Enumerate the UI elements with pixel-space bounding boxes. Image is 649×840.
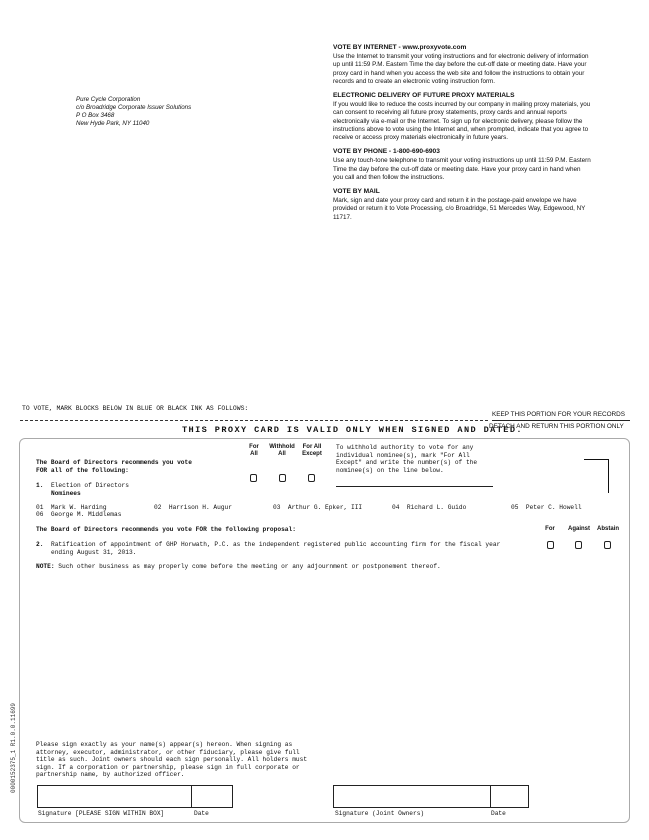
section-body: Use the Internet to transmit your voting instructions and for electronic delivery of information up until 11:59 P.M. Eastern Time the day before the cut-off date or meeting date. Have your proxy card in hand when you access the web site and follow the instructions to obtain your records and to create an electronic voting instruction form. xyxy=(333,53,589,85)
withhold-all-checkbox[interactable] xyxy=(279,474,286,482)
item-1-number: 1. xyxy=(36,482,44,489)
col-label: For xyxy=(249,444,259,450)
joint-date-box[interactable] xyxy=(490,785,529,808)
nominee xyxy=(36,511,121,519)
nominee-name: George M. Middlemas xyxy=(50,511,122,518)
divider xyxy=(492,420,630,421)
nominee-number: 02 xyxy=(154,504,162,511)
instruction-line: partnership name, by authorized officer. xyxy=(36,771,185,779)
section-heading: VOTE BY MAIL xyxy=(333,188,380,196)
col-for-all xyxy=(244,444,264,458)
col-for-all-except xyxy=(299,444,325,458)
item-2-number: 2. xyxy=(36,541,44,548)
nominee xyxy=(273,504,362,512)
nominee-name: Arthur G. Epker, III xyxy=(287,504,363,511)
col-for: For xyxy=(545,526,555,532)
ink-instruction: TO VOTE, MARK BLOCKS BELOW IN BLUE OR BLACK INK AS FOLLOWS: xyxy=(22,405,249,412)
nominee-name: Richard L. Guido xyxy=(406,504,467,511)
section-body: Use any touch-tone telephone to transmit your voting instructions up until 11:59 P.M. Eastern Time the day before the cut-off date or meeting date. Have your proxy card in hand when you call and then follow the instructions. xyxy=(333,157,591,181)
electronic-delivery-section xyxy=(333,92,591,142)
section-heading: ELECTRONIC DELIVERY OF FUTURE PROXY MATERIALS xyxy=(333,92,515,100)
proposal-line: ending August 31, 2013. xyxy=(51,548,137,556)
note xyxy=(36,563,441,571)
nominee xyxy=(392,504,466,512)
valid-notice: THIS PROXY CARD IS VALID ONLY WHEN SIGNED AND DATED. xyxy=(182,425,523,435)
instruction-line: title as such. Joint owners should each sign personally. All holders must xyxy=(36,756,308,764)
section-body: If you would like to reduce the costs incurred by our company in mailing proxy materials, you can consent to receiving all future proxy statements, proxy cards and annual reports electronically via e-mail or the Internet. To sign up for electronic delivery, please follow the instructions above to vote using the Internet and, when prompted, indicate that you agree to receive or access proxy materials electronically in future years. xyxy=(333,101,591,142)
nominee-name: Peter C. Howell xyxy=(525,504,582,511)
vote-by-internet-section xyxy=(333,44,591,86)
detach-portion-label: DETACH AND RETURN THIS PORTION ONLY xyxy=(489,423,624,430)
item-1-title xyxy=(51,482,129,497)
col-withhold-all xyxy=(267,444,297,458)
board-recommendation-line: FOR all of the following: xyxy=(36,466,129,474)
joint-signature-label: Signature (Joint Owners) xyxy=(335,810,425,817)
nominee-number: 03 xyxy=(273,504,281,511)
instruction-line: attorney, executor, administrator, or other fiduciary, please give full xyxy=(36,748,300,756)
nominee-number: 06 xyxy=(36,511,44,518)
proposal-for-checkbox[interactable] xyxy=(547,541,554,549)
nominee-name: Mark W. Harding xyxy=(50,504,107,511)
address-line: New Hyde Park, NY 11040 xyxy=(76,120,150,127)
col-label: Withhold xyxy=(269,444,295,450)
nominee xyxy=(511,504,582,512)
for-all-checkbox[interactable] xyxy=(250,474,257,482)
nominee xyxy=(154,504,232,512)
return-address xyxy=(76,96,191,128)
board-recommendation-line: The Board of Directors recommends you vote xyxy=(36,459,192,466)
proposal-against-checkbox[interactable] xyxy=(575,541,582,549)
corner-mark xyxy=(584,459,609,460)
board-recommendation-1 xyxy=(36,459,192,474)
nominee-write-in-line[interactable] xyxy=(336,486,493,487)
instruction-line: To withhold authority to vote for any xyxy=(336,444,474,451)
col-label: All xyxy=(278,451,286,457)
note-text: Such other business as may properly come before the meeting or any adjournment or postponement thereof. xyxy=(58,563,441,570)
instruction-line: Please sign exactly as your name(s) appear(s) hereon. When signing as xyxy=(36,741,293,748)
instruction-line: sign. If a corporation or partnership, please sign in full corporate or xyxy=(36,763,300,771)
nominee-number: 01 xyxy=(36,504,44,511)
nominee-number: 05 xyxy=(511,504,519,511)
address-line: P O Box 3468 xyxy=(76,112,115,119)
address-line: Pure Cycle Corporation xyxy=(76,96,141,103)
section-heading: VOTE BY PHONE - 1-800-690-6903 xyxy=(333,148,440,156)
col-label: For All xyxy=(302,444,322,450)
signature-instructions xyxy=(36,741,307,779)
nominee-name: Harrison H. Augur xyxy=(168,504,232,511)
date-box[interactable] xyxy=(191,785,233,808)
note-label: NOTE: xyxy=(36,563,55,570)
corner-mark xyxy=(608,459,609,493)
joint-date-label: Date xyxy=(491,810,506,817)
section-heading: VOTE BY INTERNET - www.proxyvote.com xyxy=(333,44,467,51)
proposal-abstain-checkbox[interactable] xyxy=(604,541,611,549)
signature-label: Signature [PLEASE SIGN WITHIN BOX] xyxy=(38,810,165,817)
col-label: Except xyxy=(302,451,322,457)
voting-instructions xyxy=(333,44,591,228)
col-label: All xyxy=(250,451,258,457)
signature-box[interactable] xyxy=(37,785,192,808)
col-abstain: Abstain xyxy=(596,526,619,532)
instruction-line: individual nominee(s), mark "For All xyxy=(336,451,470,459)
vote-by-phone-section xyxy=(333,148,591,182)
item-2-text xyxy=(51,541,500,556)
section-body: Mark, sign and date your proxy card and return it in the postage-paid envelope we have provided or return it to Vote Processing, c/o Broadridge, 51 Mercedes Way, Edgewood, NY 11717. xyxy=(333,197,586,221)
detach-line xyxy=(20,420,488,421)
side-code: 0000152375_1 R1.0.0.11699 xyxy=(10,702,17,793)
board-recommendation-2: The Board of Directors recommends you vote FOR the following proposal: xyxy=(36,526,296,533)
date-label: Date xyxy=(194,810,209,817)
instruction-line: nominee(s) on the line below. xyxy=(336,466,444,474)
keep-portion-label: KEEP THIS PORTION FOR YOUR RECORDS xyxy=(492,411,626,418)
col-against: Against xyxy=(567,526,590,532)
instruction-line: Except" and write the number(s) of the xyxy=(336,459,478,467)
withhold-instructions xyxy=(336,444,477,474)
item-title: Election of Directors xyxy=(51,482,129,489)
for-all-except-checkbox[interactable] xyxy=(308,474,315,482)
nominees-heading: Nominees xyxy=(51,489,81,497)
vote-by-mail-section xyxy=(333,188,591,222)
joint-signature-box[interactable] xyxy=(333,785,491,808)
address-line: c/o Broadridge Corporate Issuer Solutions xyxy=(76,104,192,111)
nominee-number: 04 xyxy=(392,504,400,511)
proposal-line: Ratification of appointment of GHP Horwath, P.C. as the independent registered public accounting firm for the fiscal year xyxy=(51,541,501,548)
